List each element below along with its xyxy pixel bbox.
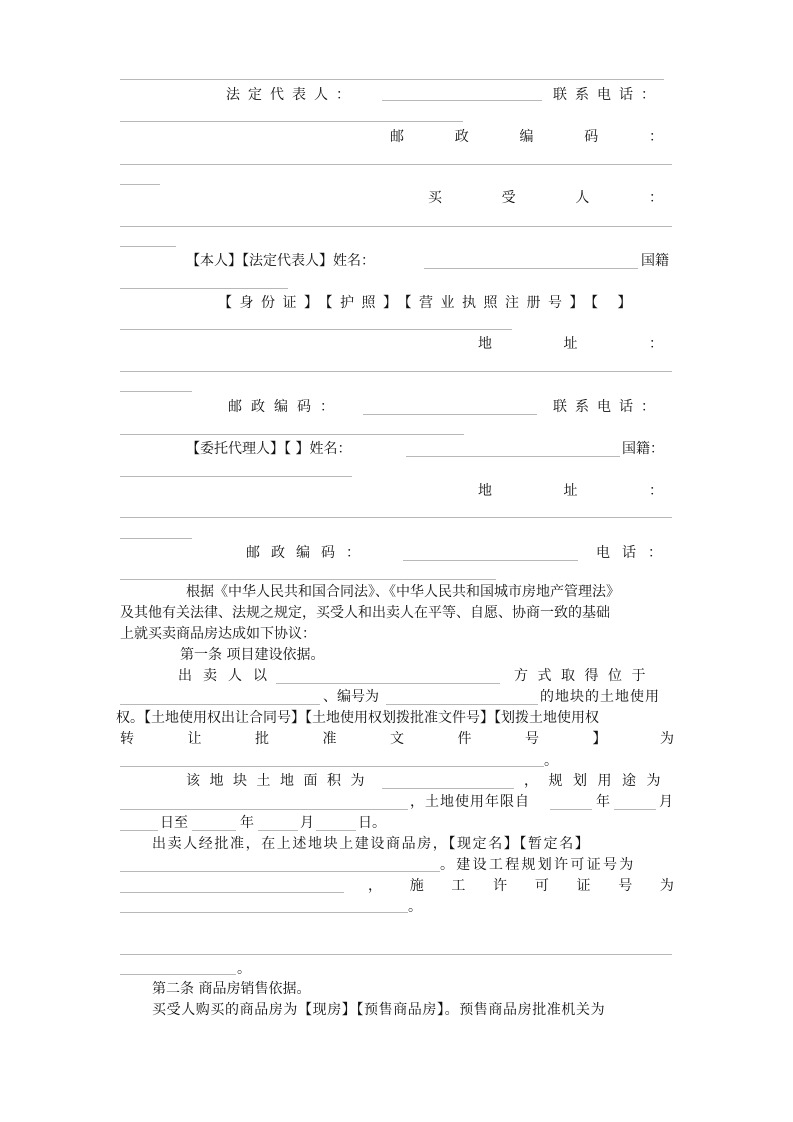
postal-code-field[interactable] bbox=[120, 164, 672, 165]
address-field-cont bbox=[120, 391, 192, 392]
id-number-field[interactable] bbox=[120, 329, 512, 330]
buyer-field-cont bbox=[120, 246, 176, 247]
postal-code-label: 邮 政 编 码 ： bbox=[390, 129, 663, 145]
day-to-label: 日至 bbox=[160, 815, 188, 831]
extra-field[interactable] bbox=[120, 954, 672, 955]
address-label: 地 址 ： bbox=[478, 336, 663, 352]
agent-address-field-cont bbox=[120, 538, 192, 539]
agent-postal-code-field[interactable] bbox=[403, 560, 578, 561]
term-from-label: ，土地使用年限自 bbox=[410, 794, 530, 810]
serial-no-field[interactable] bbox=[386, 704, 538, 705]
method-located-label: 方式取得位于 bbox=[514, 668, 655, 684]
article-2-line-1: 买受人购买的商品房为【现房】【预售商品房】。预售商品房批准机关为 bbox=[152, 1002, 606, 1018]
agent-nationality-label: 国籍： bbox=[622, 441, 664, 457]
end-month-field[interactable] bbox=[258, 830, 298, 831]
construction-permit-field[interactable] bbox=[120, 912, 408, 913]
agent-postal-code-label: 邮政编码： bbox=[246, 545, 371, 561]
approved-line: 出卖人经批准，在上述地块上建设商品房，【现定名】【暂定名】 bbox=[152, 836, 591, 852]
period-3: 。 bbox=[237, 961, 251, 977]
project-name-field[interactable] bbox=[120, 871, 440, 872]
article-2-title: 第二条 商品房销售依据。 bbox=[152, 981, 311, 997]
preamble-line-3: 上就买卖商品房达成如下协议： bbox=[120, 626, 316, 642]
article-1-title: 第一条 项目建设依据。 bbox=[180, 647, 325, 663]
period-2: 。 bbox=[408, 899, 422, 915]
blank-line bbox=[120, 79, 664, 80]
agent-name-field[interactable] bbox=[406, 456, 620, 457]
seller-obtain-label: 出卖人以 bbox=[178, 668, 278, 684]
planning-permit-field[interactable] bbox=[120, 892, 344, 893]
buyer-postal-code-label: 邮政编码： bbox=[228, 399, 343, 415]
buyer-contact-phone-field[interactable] bbox=[120, 434, 464, 435]
address-field[interactable] bbox=[120, 371, 672, 372]
start-day-field[interactable] bbox=[120, 830, 158, 831]
area-label: 该地块土地面积为 bbox=[186, 773, 374, 789]
nationality-field[interactable] bbox=[120, 288, 288, 289]
year-label-1: 年 bbox=[596, 794, 610, 810]
month-label-2: 月 bbox=[300, 815, 314, 831]
buyer-field[interactable] bbox=[120, 226, 672, 227]
start-month-field[interactable] bbox=[614, 809, 656, 810]
start-year-field[interactable] bbox=[550, 809, 592, 810]
legal-rep-field[interactable] bbox=[382, 100, 542, 101]
transfer-doc-field[interactable] bbox=[120, 766, 544, 767]
docs-line: 权。【土地使用权出让合同号】【土地使用权划拨批准文件号】【划拨土地使用权 bbox=[116, 710, 599, 726]
agent-address-field[interactable] bbox=[120, 517, 672, 518]
acquisition-method-field[interactable] bbox=[276, 683, 500, 684]
land-use-right-label: 的地块的土地使用 bbox=[540, 689, 660, 705]
agent-name-label: 【委托代理人】【 】姓名： bbox=[186, 441, 352, 457]
planned-use-label: ，规划用途为 bbox=[524, 773, 671, 789]
buyer-postal-code-field[interactable] bbox=[363, 414, 537, 415]
planned-use-field[interactable] bbox=[120, 809, 408, 810]
preamble-line-2: 及其他有关法律、法规之规定，买受人和出卖人在平等、自愿、协商一致的基础 bbox=[120, 605, 610, 621]
agent-phone-field[interactable] bbox=[120, 579, 496, 580]
nationality-label: 国籍 bbox=[641, 253, 669, 269]
location-field[interactable] bbox=[120, 704, 320, 705]
month-label-1: 月 bbox=[659, 794, 673, 810]
contact-phone-label: 联系电话： bbox=[553, 87, 663, 103]
end-year-field[interactable] bbox=[192, 830, 236, 831]
land-area-field[interactable] bbox=[382, 788, 514, 789]
agent-phone-label: 电话： bbox=[596, 545, 674, 561]
agent-address-label: 地 址 ： bbox=[478, 483, 663, 499]
end-day-field[interactable] bbox=[316, 830, 356, 831]
agent-nationality-field[interactable] bbox=[120, 476, 352, 477]
serial-no-label: 、编号为 bbox=[323, 689, 379, 705]
period-1: 。 bbox=[544, 753, 558, 769]
self-rep-name-label: 【本人】【法定代表人】姓名： bbox=[186, 253, 375, 269]
id-types: 【身份证】【护照】【营业执照注册号】【 】 bbox=[218, 295, 639, 311]
planning-permit-label: 。建设工程规划许可证号为 bbox=[440, 857, 636, 873]
legal-rep-label: 法定代表人： bbox=[226, 87, 358, 103]
buyer-contact-phone-label: 联系电话： bbox=[553, 399, 663, 415]
buyer-label: 买 受 人 ： bbox=[428, 190, 663, 206]
year-label-2: 年 bbox=[240, 815, 254, 831]
contact-phone-field[interactable] bbox=[120, 121, 463, 122]
day-end-label: 日。 bbox=[358, 815, 386, 831]
extra-field-cont bbox=[120, 974, 236, 975]
construction-permit-label: ， 施 工 许 可 证 号 为 bbox=[368, 878, 674, 894]
postal-code-field-cont bbox=[120, 184, 160, 185]
transfer-doc-label: 转 让 批 准 文 件 号 】 为 bbox=[120, 731, 674, 747]
preamble-line-1: 根据《中华人民共和国合同法》、《中华人民共和国城市房地产管理法》 bbox=[186, 584, 620, 600]
buyer-name-field[interactable] bbox=[424, 268, 638, 269]
